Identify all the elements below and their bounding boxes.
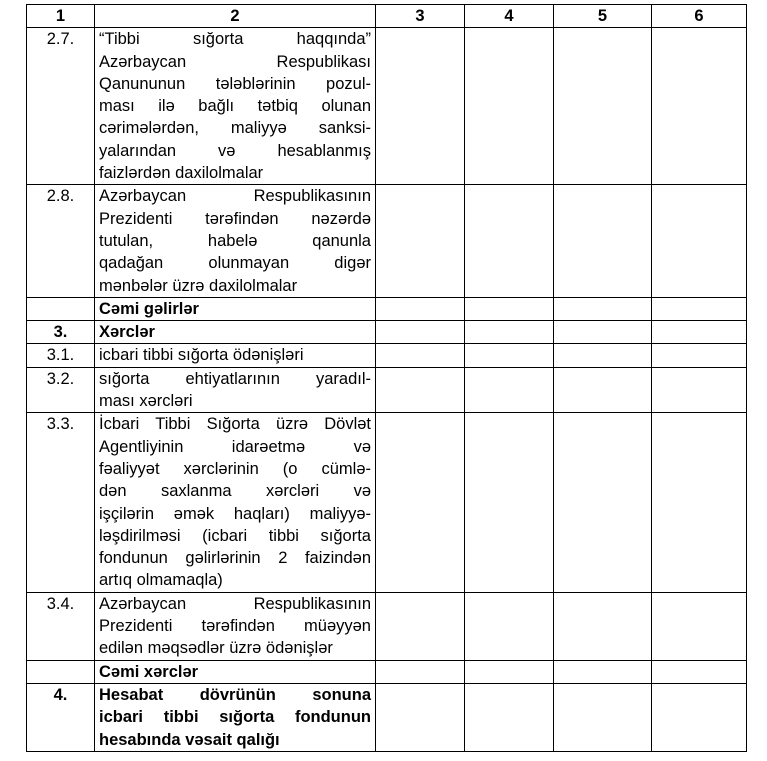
table-body — [27, 28, 747, 752]
row-description — [95, 185, 376, 297]
budget-table — [26, 4, 747, 752]
value-cell-col-3 — [376, 321, 465, 344]
table-row — [27, 592, 747, 660]
description-line: icbari tibbi sığorta fondunun — [99, 708, 371, 727]
description-line: icbari tibbi sığorta ödənişləri — [99, 346, 304, 365]
value-cell-col-4 — [465, 344, 554, 367]
table-row — [27, 321, 747, 344]
row-number: 2.7. — [27, 28, 95, 185]
description-line: fondunun gəlirlərinin 2 faizindən — [99, 549, 371, 568]
value-cell-col-4 — [465, 28, 554, 185]
description-line: tutulan, habelə qanunla — [99, 231, 371, 250]
description-line: Hesabat dövrünün sonuna — [99, 685, 371, 704]
description-line: qadağan olunmayan digər — [99, 254, 371, 273]
row-description — [95, 592, 376, 660]
description-line: faizlərdən daxilolmalar — [99, 164, 264, 183]
value-cell-col-6 — [652, 367, 747, 413]
value-cell-col-6 — [652, 592, 747, 660]
description-line: işçilərin əmək haqları) maliyyə- — [99, 504, 371, 523]
table-row — [27, 683, 747, 751]
value-cell-col-3 — [376, 683, 465, 751]
value-cell-col-3 — [376, 185, 465, 297]
table-row — [27, 28, 747, 185]
header-cell-5: 5 — [554, 5, 652, 28]
value-cell-col-4 — [465, 185, 554, 297]
row-description — [95, 413, 376, 592]
row-description — [95, 344, 376, 367]
value-cell-col-6 — [652, 660, 747, 683]
description-line: Prezidenti tərəfindən müəyyən — [99, 617, 371, 636]
value-cell-col-5 — [554, 321, 652, 344]
description-line: fəaliyyət xərclərinin (o cümlə- — [99, 459, 371, 478]
description-line: edilən məqsədlər üzrə ödənişlər — [99, 639, 333, 658]
value-cell-col-3 — [376, 660, 465, 683]
description-line: Xərclər — [99, 323, 155, 342]
description-line: Cəmi gəlirlər — [99, 299, 199, 318]
row-number: 3.4. — [27, 592, 95, 660]
row-number — [27, 297, 95, 320]
value-cell-col-5 — [554, 683, 652, 751]
value-cell-col-5 — [554, 367, 652, 413]
row-description — [95, 660, 376, 683]
table-row — [27, 344, 747, 367]
description-line: Prezidenti tərəfindən nəzərdə — [99, 209, 371, 228]
value-cell-col-4 — [465, 592, 554, 660]
header-cell-6: 6 — [652, 5, 747, 28]
value-cell-col-3 — [376, 297, 465, 320]
value-cell-col-3 — [376, 367, 465, 413]
header-cell-2: 2 — [95, 5, 376, 28]
description-line: dən saxlanma xərcləri və — [99, 482, 371, 501]
row-number: 4. — [27, 683, 95, 751]
value-cell-col-4 — [465, 367, 554, 413]
description-line: hesabında vəsait qalığı — [99, 730, 280, 749]
value-cell-col-4 — [465, 297, 554, 320]
value-cell-col-4 — [465, 413, 554, 592]
value-cell-col-5 — [554, 344, 652, 367]
row-description — [95, 297, 376, 320]
description-line: Azərbaycan Respublikasının — [99, 594, 371, 613]
value-cell-col-4 — [465, 321, 554, 344]
table-row — [27, 413, 747, 592]
description-line: İcbari Tibbi Sığorta üzrə Dövlət — [99, 415, 371, 434]
value-cell-col-5 — [554, 413, 652, 592]
value-cell-col-5 — [554, 660, 652, 683]
value-cell-col-6 — [652, 297, 747, 320]
description-line: Qanununun tələblərinin pozul- — [99, 74, 371, 93]
value-cell-col-3 — [376, 413, 465, 592]
row-number: 3.1. — [27, 344, 95, 367]
description-line: artıq olmamaqla) — [99, 571, 223, 590]
description-line: sığorta ehtiyatlarının yaradıl- — [99, 369, 371, 388]
value-cell-col-6 — [652, 321, 747, 344]
header-cell-4: 4 — [465, 5, 554, 28]
header-row — [27, 5, 747, 28]
description-line: mənbələr üzrə daxilolmalar — [99, 276, 298, 295]
row-description — [95, 367, 376, 413]
description-line: Azərbaycan Respublikasının — [99, 187, 371, 206]
description-line: ması xərcləri — [99, 392, 193, 411]
description-line: Azərbaycan Respublikası — [99, 52, 371, 71]
table-row — [27, 660, 747, 683]
value-cell-col-3 — [376, 28, 465, 185]
table-row — [27, 185, 747, 297]
table-row — [27, 367, 747, 413]
value-cell-col-3 — [376, 592, 465, 660]
header-cell-3: 3 — [376, 5, 465, 28]
value-cell-col-5 — [554, 297, 652, 320]
value-cell-col-4 — [465, 660, 554, 683]
value-cell-col-6 — [652, 28, 747, 185]
row-description — [95, 321, 376, 344]
description-line: ması ilə bağlı tətbiq olunan — [99, 97, 371, 116]
value-cell-col-4 — [465, 683, 554, 751]
value-cell-col-6 — [652, 344, 747, 367]
description-line: Agentliyinin idarəetmə və — [99, 437, 371, 456]
header-cell-1: 1 — [27, 5, 95, 28]
value-cell-col-3 — [376, 344, 465, 367]
description-line: cərimələrdən, maliyyə sanksi- — [99, 119, 371, 138]
description-line: Cəmi xərclər — [99, 662, 199, 681]
value-cell-col-6 — [652, 185, 747, 297]
description-line: yalarından və hesablanmış — [99, 141, 371, 160]
row-number: 3.2. — [27, 367, 95, 413]
table-row — [27, 297, 747, 320]
value-cell-col-5 — [554, 28, 652, 185]
value-cell-col-6 — [652, 683, 747, 751]
description-line: “Tibbi sığorta haqqında” — [99, 30, 371, 49]
row-number: 3. — [27, 321, 95, 344]
row-number: 3.3. — [27, 413, 95, 592]
row-description — [95, 28, 376, 185]
value-cell-col-6 — [652, 413, 747, 592]
value-cell-col-5 — [554, 592, 652, 660]
description-line: ləşdirilməsi (icbari tibbi sığorta — [99, 526, 371, 545]
value-cell-col-5 — [554, 185, 652, 297]
row-number: 2.8. — [27, 185, 95, 297]
row-description — [95, 683, 376, 751]
row-number — [27, 660, 95, 683]
